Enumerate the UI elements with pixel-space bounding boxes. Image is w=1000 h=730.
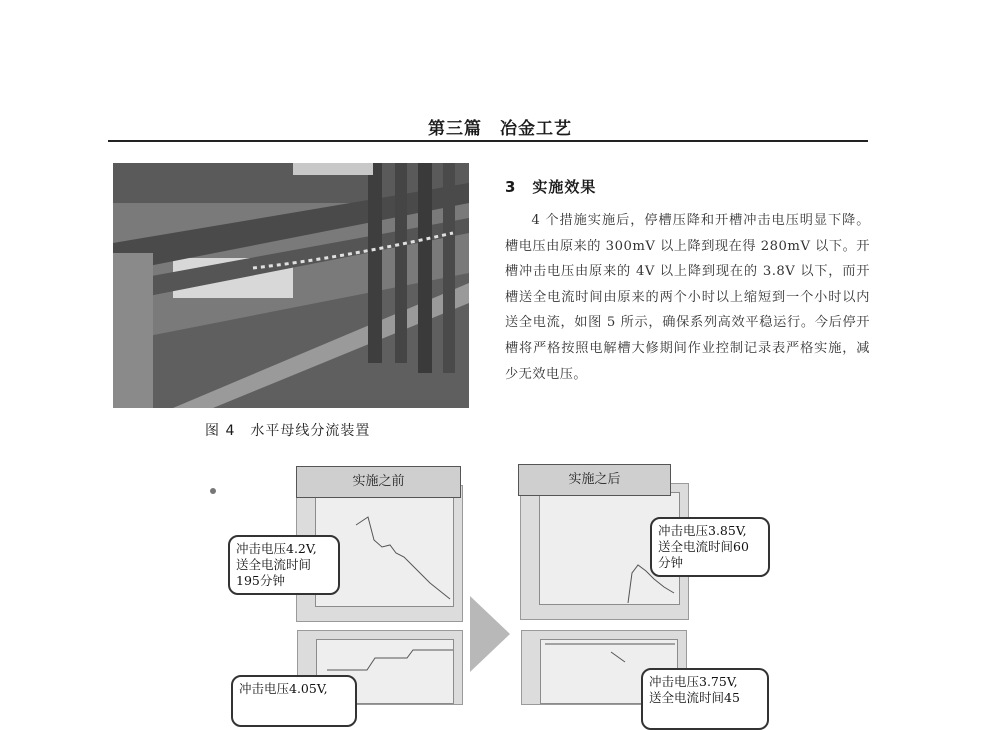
callout-line: 195分钟 xyxy=(236,573,285,588)
section-paragraph: 4 个措施实施后，停槽压降和开槽冲击电压明显下降。槽电压由原来的 300mV 以上降到现在得 280mV 以下。开槽冲击电压由原来的 4V 以上降到现在的 3.8V 以下，而开槽送全电流时间由原来的两个小时以上缩短到一个小时以内送全电流，如图 5 所示，确保系列高效平稳运行。今后停开槽将严格按照电解槽大修期间作业控制记录表严格实施，减少无效电压。 xyxy=(505,213,870,382)
tab-before: 实施之前 xyxy=(296,466,461,498)
callout-line: 冲击电压3.75V, xyxy=(649,674,738,689)
header-rule xyxy=(108,140,868,142)
tab-after: 实施之后 xyxy=(518,464,671,496)
figure4-caption: 图 4 水平母线分流装置 xyxy=(205,423,371,439)
before-after-arrow xyxy=(470,596,510,672)
callout-line: 冲击电压4.05V, xyxy=(239,681,328,696)
callout-after-bottom xyxy=(641,668,769,730)
stray-dot xyxy=(210,488,216,494)
callout-line: 送全电流时间60 xyxy=(658,539,749,554)
callout-line: 送全电流时间 xyxy=(236,557,312,572)
callout-line: 分钟 xyxy=(658,555,684,570)
callout-before-top xyxy=(228,535,340,595)
page-header-title: 第三篇 冶金工艺 xyxy=(428,119,572,139)
figure4-photo xyxy=(113,163,469,408)
callout-before-bottom xyxy=(231,675,357,727)
section-heading: 3 实施效果 xyxy=(505,178,597,196)
callout-after-top xyxy=(650,517,770,577)
callout-line: 冲击电压3.85V, xyxy=(658,523,747,538)
callout-line: 冲击电压4.2V, xyxy=(236,541,317,556)
callout-line: 送全电流时间45 xyxy=(649,690,740,705)
